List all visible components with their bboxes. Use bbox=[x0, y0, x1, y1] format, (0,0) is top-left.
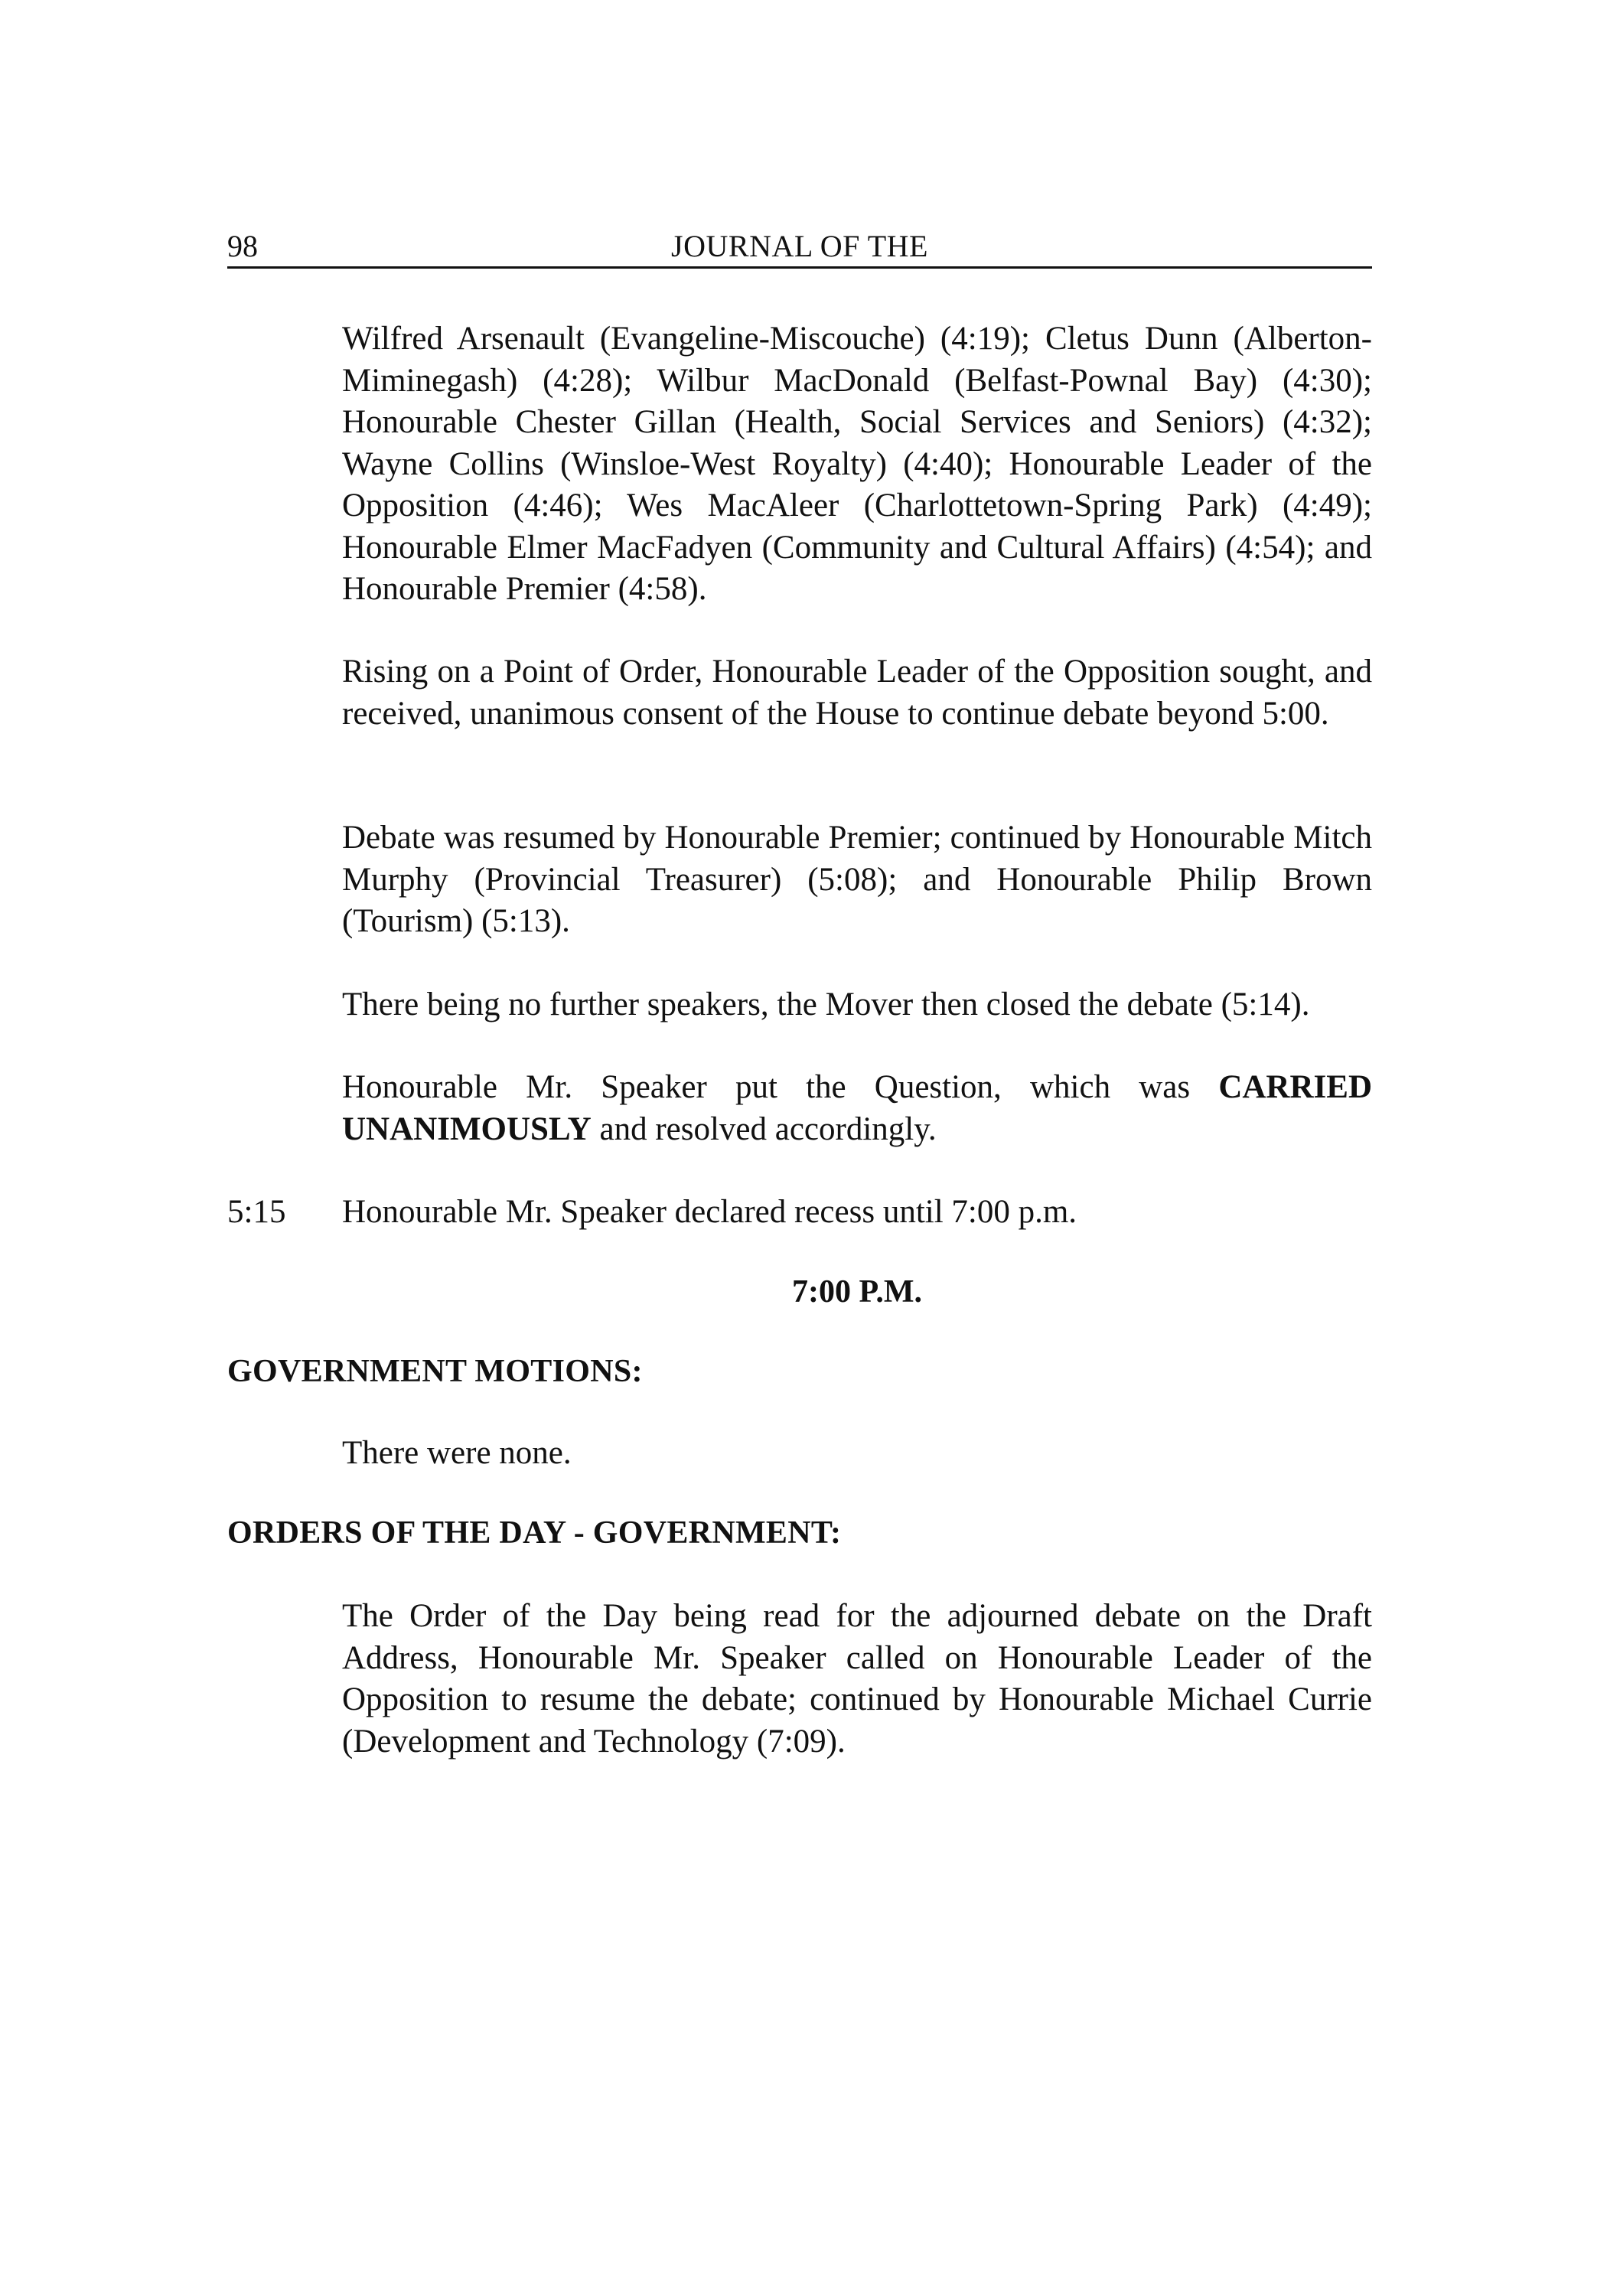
question-result-paragraph bbox=[342, 1067, 1372, 1150]
closing-debate-paragraph: There being no further speakers, the Mover then closed the debate (5:14). bbox=[342, 987, 1310, 1022]
orders-of-the-day-heading: ORDERS OF THE DAY - GOVERNMENT: bbox=[227, 1515, 842, 1551]
question-text-tail: and resolved accordingly. bbox=[591, 1110, 937, 1147]
government-motions-text: There were none. bbox=[342, 1435, 572, 1471]
point-of-order-paragraph: Rising on a Point of Order, Honourable Leader of the Opposition sought, and received, unanimous consent of the House to continue debate beyond 5:00. bbox=[342, 654, 1372, 732]
speakers-paragraph: Wilfred Arsenault (Evangeline-Miscouche) (4:19); Cletus Dunn (Alberton-Miminegash) (4:28); Wilbur MacDonald (Belfast-Pownal Bay) (4:30); Honourable Chester Gillan (Health, Social Services and Seniors) (4:32); Wayne Collins (Winsloe-West Royalty) (4:40); Honourable Leader of the Opposition (4:46); Wes MacAleer (Charlottetown-Spring Park) (4:49); Honourable Elmer MacFadyen (Community and Cultural Affairs) (4:54); and Honourable Premier (4:58). bbox=[342, 321, 1372, 607]
recess-paragraph: Honourable Mr. Speaker declared recess until 7:00 p.m. bbox=[342, 1194, 1077, 1230]
evening-sitting-heading: 7:00 P.M. bbox=[792, 1274, 922, 1309]
orders-of-the-day-paragraph: The Order of the Day being read for the adjourned debate on the Draft Address, Honourable Mr. Speaker called on Honourable Leader of the Opposition to resume the debate; continued by Honourable Michael Currie (Development and Technology (7:09). bbox=[342, 1598, 1372, 1760]
government-motions-heading: GOVERNMENT MOTIONS: bbox=[227, 1354, 643, 1389]
debate-resumed-paragraph: Debate was resumed by Honourable Premier; continued by Honourable Mitch Murphy (Provincial Treasurer) (5:08); and Honourable Philip Brown (Tourism) (5:13). bbox=[342, 820, 1372, 939]
carried-unanimously: CARRIED UNANIMOUSLY bbox=[342, 1069, 1372, 1147]
running-head: JOURNAL OF THE bbox=[671, 229, 928, 263]
page-header bbox=[227, 227, 1372, 269]
recess-time: 5:15 bbox=[227, 1194, 286, 1230]
question-text-lead: Honourable Mr. Speaker put the Question, which was bbox=[342, 1069, 1219, 1105]
page-number: 98 bbox=[227, 229, 258, 263]
